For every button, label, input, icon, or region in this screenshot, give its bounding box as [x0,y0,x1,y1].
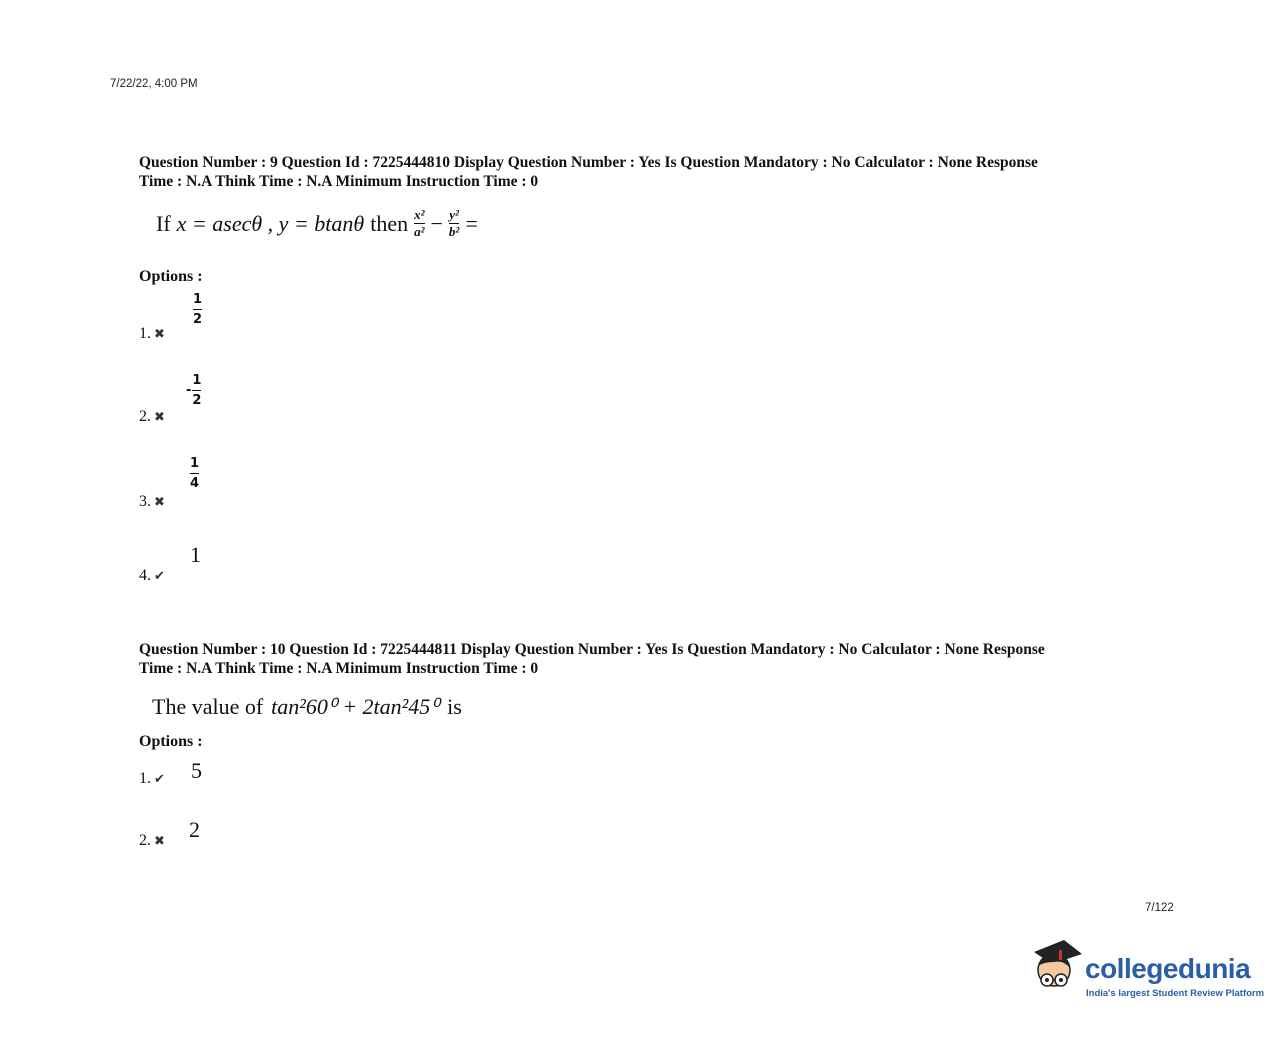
q9-meta-line2: Time : N.A Think Time : N.A Minimum Instruction Time : 0 [139,173,539,190]
brand-tagline: India's largest Student Review Platform [1086,988,1265,999]
q10-stem-suffix: is [447,694,462,719]
q10-option-1-value: 5 [191,758,202,783]
q10-stem [152,694,462,720]
cross-icon: ✖ [154,834,165,849]
q9-option-1-numerator: 1 [193,292,203,307]
q10-option-1 [139,770,165,788]
page-number: 7/122 [1145,902,1174,914]
q9-fraction-y [449,208,459,239]
q9-equals: = [465,210,478,236]
q9-stem [156,208,478,239]
q9-option-1-number: 1. [139,325,151,342]
q9-stem-if: If [156,210,171,236]
cross-icon: ✖ [154,410,165,425]
check-icon: ✔ [154,569,165,584]
q9-meta-line1: Question Number : 9 Question Id : 7225444810 Display Question Number : Yes Is Question Mandatory : No Calculator : None Response [139,154,1038,171]
q9-option-3-fraction [190,456,199,491]
q9-meta [139,153,1169,191]
q9-fraction-y-num: y² [449,207,459,222]
mascot-logo-icon [1024,938,1084,1000]
q10-stem-prefix: The value of [152,694,264,719]
q9-fraction-x-num: x² [414,207,425,222]
q9-option-4-value: 1 [190,542,201,567]
q9-option-1-fraction [193,292,202,327]
q9-option-2-numerator: 1 [192,373,202,388]
cross-icon: ✖ [154,495,165,510]
q9-option-2-fraction [192,373,201,408]
q9-option-2-denominator: 2 [192,393,202,408]
cross-icon: ✖ [154,327,165,342]
q9-option-2-value [186,373,201,408]
q9-fraction-x [414,208,424,239]
print-timestamp: 7/22/22, 4:00 PM [110,78,198,90]
q9-option-4 [139,567,165,585]
q10-option-2-value: 2 [189,817,200,842]
q9-fraction-y-den: b² [448,224,460,239]
q10-meta-line2: Time : N.A Think Time : N.A Minimum Instruction Time : 0 [139,660,539,677]
q9-fraction-x-den: a² [414,224,425,239]
q9-stem-equation: x = asecθ , y = btanθ [176,210,365,236]
q9-option-3-denominator: 4 [190,476,200,491]
q9-option-3 [139,493,165,511]
q9-minus: − [430,210,443,236]
q10-meta [139,640,1169,678]
q9-option-2-number: 2. [139,408,151,425]
check-icon: ✔ [154,772,165,787]
q10-option-1-number: 1. [139,770,151,787]
q9-option-1-denominator: 2 [193,312,203,327]
q9-option-3-numerator: 1 [190,456,200,471]
q9-option-1 [139,325,165,343]
q10-stem-expression: tan²60⁰ + 2tan²45⁰ [271,694,440,719]
q9-option-3-number: 3. [139,493,151,510]
q9-option-4-number: 4. [139,567,151,584]
q9-stem-then: then [370,210,409,236]
q10-options-label: Options : [139,733,203,750]
q9-option-2 [139,408,165,426]
q9-options-label: Options : [139,268,203,285]
q10-option-2 [139,832,165,850]
q10-option-2-number: 2. [139,832,151,849]
q9-option-2-sign: - [186,383,192,398]
brand-name: collegedunia [1085,953,1251,984]
q10-meta-line1: Question Number : 10 Question Id : 7225444811 Display Question Number : Yes Is Question Mandatory : No Calculator : None Response [139,641,1045,658]
